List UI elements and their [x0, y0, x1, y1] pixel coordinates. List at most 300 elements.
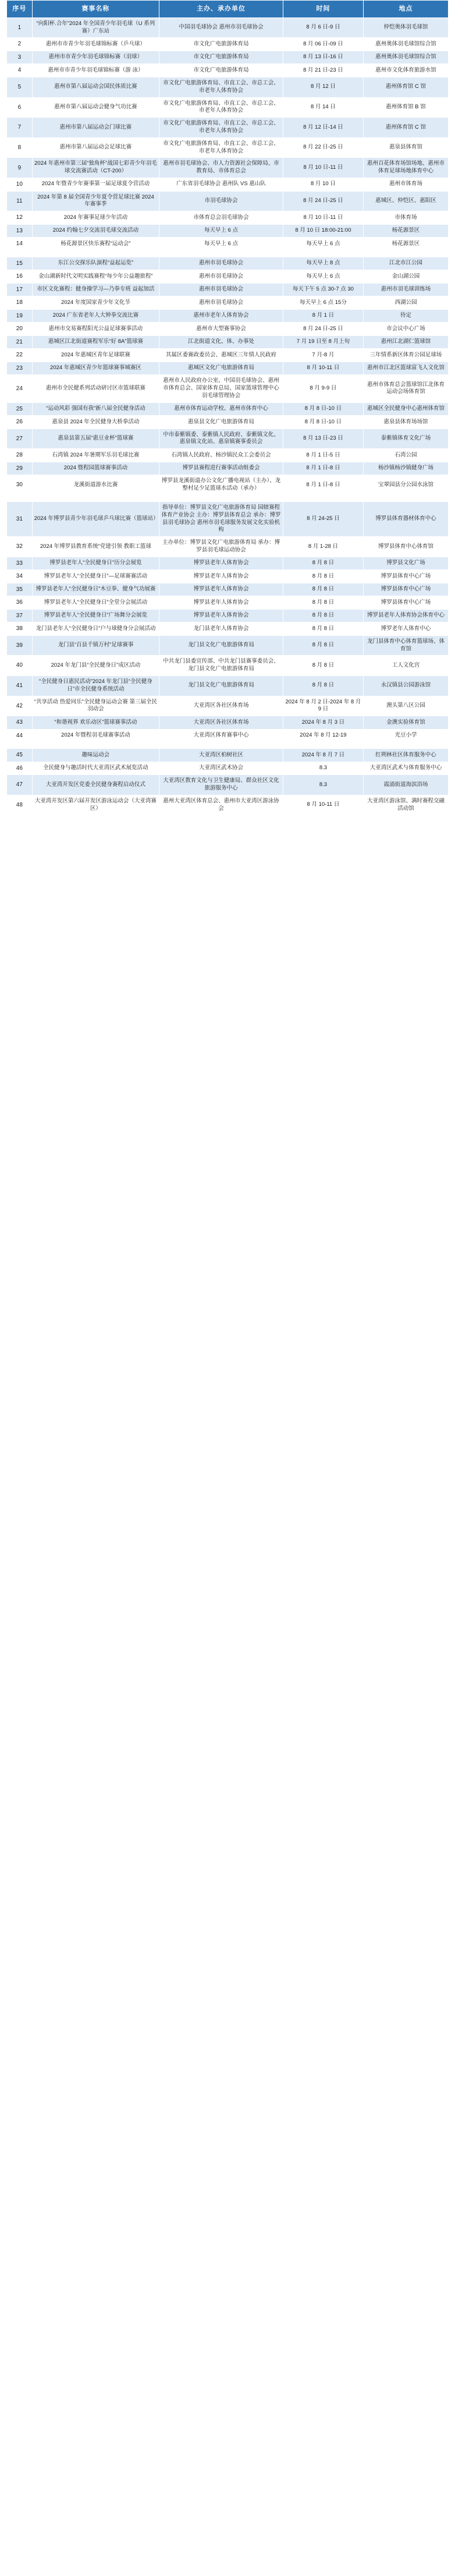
- row-organizer: 市文化广电旅游体育局、市直工会、市总工会、市老年人体育协会: [159, 77, 283, 97]
- row-organizer: 博罗县老年人体育协会: [159, 596, 283, 610]
- row-organizer: 主办单位：博罗县文化广电旅游体育局 承办：博罗县羽毛球运动协会: [159, 537, 283, 557]
- row-time: 每天早上 6 点: [283, 270, 363, 284]
- row-index: 17: [7, 283, 33, 296]
- row-location: 惠州奥体羽毛球馆综合馆: [363, 51, 448, 64]
- row-event-name: “向阳杯.合年”2024 年全国青少年羽毛球（U 系列赛）广东站: [32, 17, 159, 38]
- table-row: [7, 775, 449, 795]
- row-index: 39: [7, 635, 33, 656]
- row-location: 博罗县体育器材体育中心: [363, 501, 448, 536]
- table-row: [7, 609, 449, 622]
- row-location: 博罗县文化广场: [363, 557, 448, 570]
- row-index: 28: [7, 449, 33, 462]
- row-time: 8 月 1 日-5 日: [283, 449, 363, 462]
- row-time: 8 月 24-25 日: [283, 501, 363, 536]
- table-row: [7, 77, 449, 97]
- row-event-name: 全民健身与趣活时代大亚湾区武术展览活动: [32, 762, 159, 775]
- row-event-name: 市区文化赛程：健身操学习—乃拳专班 益起加活: [32, 283, 159, 296]
- table-row: [7, 158, 449, 178]
- row-organizer: 中共龙门县委宣传部、中共龙门县赛事委员会、龙门县文化广电旅游体育局: [159, 656, 283, 676]
- row-organizer: 中市泰紫镇委、泰紫镇人民政府、泰紫镇文化、惠泉镇文化站、惠泉镇赛事委员会: [159, 429, 283, 449]
- row-organizer: 惠州市羽毛球协会: [159, 296, 283, 310]
- table-row: [7, 335, 449, 349]
- row-event-name: 2024 年惠州市第三届“独角杯”战国七彩青少年羽毛球交流赛活动（CT-200）: [32, 158, 159, 178]
- row-location: 江北市江公园: [363, 257, 448, 270]
- row-organizer: 惠州市羽毛球协会: [159, 283, 283, 296]
- row-time: 8 月 12 日-14 日: [283, 118, 363, 138]
- row-location: 仲恺奥体羽毛球馆: [363, 17, 448, 38]
- table-body-4: [7, 749, 449, 815]
- row-organizer: 大亚湾区武术协会: [159, 762, 283, 775]
- table-row: [7, 362, 449, 375]
- row-index: 31: [7, 501, 33, 536]
- event-schedule-page: [0, 0, 455, 816]
- row-time: 8 月 10-11 日: [283, 362, 363, 375]
- row-location: 金澳实验体育馆: [363, 716, 448, 730]
- row-time: 8 月 8 日-10 日: [283, 416, 363, 429]
- row-time: 8 月 8 日: [283, 596, 363, 610]
- row-time: 8 月 1 日-8 日: [283, 462, 363, 475]
- row-time: 8 月 10 日: [283, 178, 363, 192]
- row-event-name: 博罗县老年人“全民健身日”—足球赛赛活动: [32, 570, 159, 583]
- row-location: 惠州体育馆 C 馆: [363, 118, 448, 138]
- table-row: [7, 462, 449, 475]
- row-time: 8 月 10-11 日: [283, 795, 363, 815]
- table-row: [7, 402, 449, 416]
- row-organizer: 惠城区文化广电旅游体育局: [159, 362, 283, 375]
- row-location: 博罗县体育中心广场: [363, 583, 448, 596]
- row-event-name: 惠州市市青少年羽毛球锦标赛（游 泳）: [32, 64, 159, 77]
- row-time: 2024 年 8 月 7 日: [283, 749, 363, 762]
- table-row: [7, 51, 449, 64]
- row-location: 惠城区、仲恺区、惠阳区: [363, 191, 448, 211]
- row-location: 市会议中心广场: [363, 323, 448, 336]
- row-organizer: 博罗县老年人体育协会: [159, 609, 283, 622]
- row-organizer: 市文化广电旅游体育局: [159, 64, 283, 77]
- row-location: 宝翠园县分公园水泳馆: [363, 475, 448, 496]
- row-location: 惠州市羽毛球训练场: [363, 283, 448, 296]
- row-time: 8 月 21 日-23 日: [283, 64, 363, 77]
- row-organizer: 市文化广电旅游体育局、市直工会、市总工会、市老年人体育协会: [159, 97, 283, 118]
- table-row: [7, 270, 449, 284]
- row-time: 8 月 8 日: [283, 676, 363, 696]
- row-event-name: “和谐视界 欢乐动区”篮球赛事活动: [32, 716, 159, 730]
- table-row: [7, 178, 449, 192]
- col-location: 地点: [363, 1, 448, 18]
- row-time: 2024 年 8 月 2 日-2024 年 8 月 9 日: [283, 696, 363, 716]
- events-table-block-1: [6, 0, 449, 251]
- table-row: [7, 375, 449, 402]
- row-index: 43: [7, 716, 33, 730]
- row-event-name: 2024 年暨程羽毛球赛事活动: [32, 729, 159, 742]
- table-row: [7, 429, 449, 449]
- row-time: 8 月 24 日-25 日: [283, 191, 363, 211]
- row-index: 15: [7, 257, 33, 270]
- row-time: 8 月 13 日-16 日: [283, 51, 363, 64]
- row-organizer: 惠州大亚湾区体育总会、惠州市大亚湾区游泳协会: [159, 795, 283, 815]
- row-event-name: 龙门县老年人“全民健身日”户与球健身分会展活动: [32, 622, 159, 636]
- row-location: 石湾公园: [363, 449, 448, 462]
- table-row: [7, 224, 449, 238]
- row-organizer: 每天早上 6 点: [159, 224, 283, 238]
- row-event-name: 杨花源景区快乐赛程“运动会”: [32, 238, 159, 251]
- row-index: 29: [7, 462, 33, 475]
- row-event-name: 金山湖新时代文明实践赛程“每少年公益趣旅程”: [32, 270, 159, 284]
- row-location: 泰紫镇体育文化广场: [363, 429, 448, 449]
- table-row: [7, 191, 449, 211]
- row-event-name: 惠泉县第五届“惠豆业杯”篮球赛: [32, 429, 159, 449]
- row-index: 26: [7, 416, 33, 429]
- table-row: [7, 309, 449, 323]
- row-event-name: 2024 广东省老年人大钟拳交流比赛: [32, 309, 159, 323]
- row-organizer: 大亚湾区教育文化与卫生健康局、群众社区文化旅游服务中心: [159, 775, 283, 795]
- row-event-name: 龙溪街道游水比赛: [32, 475, 159, 496]
- row-event-name: 博罗县老年人“全民健身日”历分会展览: [32, 557, 159, 570]
- row-location: 惠城区全民健身中心惠州体育馆: [363, 402, 448, 416]
- row-organizer: 惠州市大型赛事协会: [159, 323, 283, 336]
- row-location: 金山湖公园: [363, 270, 448, 284]
- row-organizer: 大亚湾区体育赛事中心: [159, 729, 283, 742]
- row-organizer: 指导单位：博罗县文化广电旅游体育局 园辖赛程体育产业协会 主办：博罗县体育总会 承办：博罗县羽毛球协会 惠州市羽毛球服务发展文化实验机构: [159, 501, 283, 536]
- row-organizer: 惠州市羽毛球协会: [159, 270, 283, 284]
- row-organizer: 惠州市羽毛球协会、市人力资源社会保障局、市教育局、市体育总会: [159, 158, 283, 178]
- row-index: 22: [7, 349, 33, 362]
- row-event-name: 龙门县“百县千镇万村”足球赛事: [32, 635, 159, 656]
- row-index: 46: [7, 762, 33, 775]
- row-event-name: 惠城区江北街道赛程军乐“好 8A”篮球赛: [32, 335, 159, 349]
- row-time: 8 月 6 日-9 日: [283, 17, 363, 38]
- row-event-name: 惠州市第八届运动会门球比赛: [32, 118, 159, 138]
- row-index: 23: [7, 362, 33, 375]
- table-row: [7, 283, 449, 296]
- col-time: 时间: [283, 1, 363, 18]
- row-organizer: 惠州市人民政府办公室、中国羽毛球协会、惠州市体育总会、国家体育总局、国家篮球管理中心羽毛球管理协会: [159, 375, 283, 402]
- table-body-2: [7, 257, 449, 495]
- row-event-name: 2024 年惠城区青年足球联赛: [32, 349, 159, 362]
- row-event-name: 2024 年龙门县“全民健身日”成区活动: [32, 656, 159, 676]
- table-row: [7, 137, 449, 158]
- row-event-name: 惠州市交易赛程阳光公益足球赛事活动: [32, 323, 159, 336]
- table-row: [7, 238, 449, 251]
- row-event-name: 惠泉县 2024 年全民健身大桥拳活动: [32, 416, 159, 429]
- row-index: 38: [7, 622, 33, 636]
- row-index: 3: [7, 51, 33, 64]
- row-index: 36: [7, 596, 33, 610]
- row-index: 6: [7, 97, 33, 118]
- row-index: 37: [7, 609, 33, 622]
- row-index: 21: [7, 335, 33, 349]
- table-row: [7, 257, 449, 270]
- row-time: 8 月 8 日: [283, 622, 363, 636]
- row-organizer: 博罗县龙溪街道办公文化广播电视站（主办）、龙整村足少足篮球水活动（承办）: [159, 475, 283, 496]
- events-table-block-3: [6, 501, 449, 742]
- row-time: 8 月 8 日: [283, 609, 363, 622]
- row-event-name: 2024 年博罗县教育系统“党建引领 教职工篮球: [32, 537, 159, 557]
- row-index: 7: [7, 118, 33, 138]
- table-row: [7, 762, 449, 775]
- row-organizer: 大亚湾区柏树社区: [159, 749, 283, 762]
- row-time: 8 月 12 日: [283, 77, 363, 97]
- row-index: 30: [7, 475, 33, 496]
- table-row: [7, 296, 449, 310]
- row-index: 19: [7, 309, 33, 323]
- row-time: 8 月 9-9 日: [283, 375, 363, 402]
- row-index: 32: [7, 537, 33, 557]
- row-location: 光豆小学: [363, 729, 448, 742]
- row-time: 8 月 24 日-25 日: [283, 323, 363, 336]
- row-organizer: 市文化广电旅游体育局: [159, 51, 283, 64]
- row-index: 13: [7, 224, 33, 238]
- row-location: 博罗县体育中心体育馆: [363, 537, 448, 557]
- row-location: 西湖公园: [363, 296, 448, 310]
- row-location: 博罗县体育中心广场: [363, 570, 448, 583]
- table-row: [7, 622, 449, 636]
- row-event-name: 惠州市市青少年羽毛球锦标赛（乒乓球）: [32, 38, 159, 51]
- row-time: 8 月 13 日-23 日: [283, 429, 363, 449]
- row-location: 霞涌街道海滨浴场: [363, 775, 448, 795]
- table-row: [7, 323, 449, 336]
- table-row: [7, 475, 449, 496]
- row-organizer: 市文化广电旅游体育局、市直工会、市总工会、市老年人体育协会: [159, 137, 283, 158]
- row-index: 4: [7, 64, 33, 77]
- row-organizer: 大亚湾区各社区体育场: [159, 696, 283, 716]
- row-time: 每天早上 6 点: [283, 238, 363, 251]
- row-time: 8 月 10 日-11 日: [283, 211, 363, 225]
- row-index: 18: [7, 296, 33, 310]
- row-index: 10: [7, 178, 33, 192]
- row-index: 11: [7, 191, 33, 211]
- row-location: 惠州奥体羽毛球馆综合馆: [363, 38, 448, 51]
- table-header-row: [7, 1, 449, 18]
- row-organizer: 广东省羽毛球协会 惠州队 VS 惠山队: [159, 178, 283, 192]
- row-time: 8.3: [283, 762, 363, 775]
- row-location: 惠州江北湖仁篮球馆: [363, 335, 448, 349]
- row-event-name: 惠州市第八届运动会国民体质比赛: [32, 77, 159, 97]
- table-row: [7, 716, 449, 730]
- row-event-name: 惠州市市青少年羽毛球锦标赛（羽球）: [32, 51, 159, 64]
- row-organizer: 市文化广电旅游体育局、市直工会、市总工会、市老年人体育协会: [159, 118, 283, 138]
- table-row: [7, 501, 449, 536]
- table-row: [7, 749, 449, 762]
- row-location: 惠州体育馆 C 馆: [363, 77, 448, 97]
- table-row: [7, 635, 449, 656]
- table-row: [7, 38, 449, 51]
- row-event-name: 趣味运动会: [32, 749, 159, 762]
- row-location: 永汉镇县公园游泳馆: [363, 676, 448, 696]
- row-index: 20: [7, 323, 33, 336]
- row-event-name: 2024 年赛事足球少年活动: [32, 211, 159, 225]
- row-location: 博罗县老年人体育协会体育中心: [363, 609, 448, 622]
- table-row: [7, 696, 449, 716]
- table-row: [7, 17, 449, 38]
- table-row: [7, 349, 449, 362]
- row-organizer: 其属区委赛政委员会、惠城区三年情人民政府: [159, 349, 283, 362]
- row-index: 33: [7, 557, 33, 570]
- row-location: 博罗县体育中心广场: [363, 596, 448, 610]
- row-time: 7 月-8 月: [283, 349, 363, 362]
- row-time: 8 月 1-28 日: [283, 537, 363, 557]
- row-organizer: 惠泉县文化广电旅游体育局: [159, 416, 283, 429]
- row-time: 每天下午 5 点 30-7 点 30: [283, 283, 363, 296]
- row-organizer: 中国羽毛球协会 惠州市羽毛球协会: [159, 17, 283, 38]
- table-row: [7, 570, 449, 583]
- row-location: 红朔林社区体育服务中心: [363, 749, 448, 762]
- table-row: [7, 97, 449, 118]
- row-time: 每天早上 8 点: [283, 257, 363, 270]
- row-organizer: 博罗县老年人体育协会: [159, 583, 283, 596]
- row-location: 龙门县体育中心体育篮球场、体育馆: [363, 635, 448, 656]
- row-index: 24: [7, 375, 33, 402]
- row-time: 8 月 22 日-25 日: [283, 137, 363, 158]
- row-index: 47: [7, 775, 33, 795]
- table-row: [7, 656, 449, 676]
- table-body-3: [7, 501, 449, 742]
- row-time: 8 月 8 日: [283, 656, 363, 676]
- row-location: 惠泉县体育场场馆: [363, 416, 448, 429]
- row-time: 8 月 06 日-09 日: [283, 38, 363, 51]
- row-location: 惠州市体育场: [363, 178, 448, 192]
- row-event-name: “全民健身日惠民活动”2024 年龙门县“全民健身日”市全民健身系统活动: [32, 676, 159, 696]
- events-table-block-4: [6, 748, 449, 815]
- row-time: 8 月 8 日: [283, 583, 363, 596]
- row-index: 34: [7, 570, 33, 583]
- row-time: 8 月 8 日: [283, 570, 363, 583]
- row-event-name: 2024 约翰七夕交流羽毛球交流活动: [32, 224, 159, 238]
- row-index: 45: [7, 749, 33, 762]
- row-time: 8 月 14 日: [283, 97, 363, 118]
- row-index: 35: [7, 583, 33, 596]
- row-index: 25: [7, 402, 33, 416]
- row-location: 大亚湾区游泳馆、满时赛程交融活动馆: [363, 795, 448, 815]
- table-row: [7, 676, 449, 696]
- row-index: 9: [7, 158, 33, 178]
- row-event-name: 惠州市全民健系列活动研讨区市篮球联赛: [32, 375, 159, 402]
- row-location: 待定: [363, 309, 448, 323]
- row-time: 每天早上 6 点 15分: [283, 296, 363, 310]
- row-organizer: 江北街道文化、体、办事处: [159, 335, 283, 349]
- row-location: 三年情系新区体育公园足球场: [363, 349, 448, 362]
- row-event-name: 博罗县老年人“全民健身日”广场舞分会展览: [32, 609, 159, 622]
- row-location: 工人文化宫: [363, 656, 448, 676]
- col-event-name: 赛事名称: [32, 1, 159, 18]
- row-event-name: 2024 年暨青少年赛事第一届足球夏令营活动: [32, 178, 159, 192]
- row-time: 8 月 8 日: [283, 635, 363, 656]
- row-organizer: 博罗县老年人体育协会: [159, 570, 283, 583]
- row-index: 8: [7, 137, 33, 158]
- events-table-block-2: [6, 257, 449, 496]
- row-time: 8 月 8 日-10 日: [283, 402, 363, 416]
- row-time: 8.3: [283, 775, 363, 795]
- row-event-name: 2024 暨程园篮球赛事活动: [32, 462, 159, 475]
- row-location: 杨花源景区: [363, 238, 448, 251]
- row-event-name: 大亚湾开发区第六届开发区游泳运动会（大亚湾赛区）: [32, 795, 159, 815]
- row-index: 1: [7, 17, 33, 38]
- table-row: [7, 596, 449, 610]
- row-organizer: 龙门县老年人体育协会: [159, 622, 283, 636]
- row-time: 8 月 10 日-11 日: [283, 158, 363, 178]
- row-index: 5: [7, 77, 33, 97]
- row-index: 40: [7, 656, 33, 676]
- row-location: 澳头第八区公园: [363, 696, 448, 716]
- row-organizer: 博罗县赛程进行赛事活动组委会: [159, 462, 283, 475]
- row-event-name: “共享活动 热爱同乐”全民健身运动会赛 第三届全民羽动会: [32, 696, 159, 716]
- col-organizer: 主办、承办单位: [159, 1, 283, 18]
- row-location: 惠州百花体育场馆场地、惠州市体育足球场地体育中心: [363, 158, 448, 178]
- row-index: 14: [7, 238, 33, 251]
- row-event-name: 东江公交探乐队演程“益起运览”: [32, 257, 159, 270]
- row-location: 惠州市体育总会篮球馆江北体育运动会场体育馆: [363, 375, 448, 402]
- row-event-name: 惠州市第八届运动会健身气功比赛: [32, 97, 159, 118]
- row-location: 市体育场: [363, 211, 448, 225]
- row-organizer: 龙门县文化广电旅游体育局: [159, 635, 283, 656]
- row-organizer: 大亚湾区各社区体育场: [159, 716, 283, 730]
- table-row: [7, 795, 449, 815]
- row-event-name: 2024 年博罗县青少年羽毛球乒乓球比赛（篮球站）: [32, 501, 159, 536]
- row-index: 42: [7, 696, 33, 716]
- row-location: 惠州体育馆 B 馆: [363, 97, 448, 118]
- row-location: 大亚湾区武术与体育服务中心: [363, 762, 448, 775]
- row-organizer: 市文化广电旅游体育局: [159, 38, 283, 51]
- row-organizer: 惠州市羽毛球协会: [159, 257, 283, 270]
- row-time: 2024 年 8 月 12-19: [283, 729, 363, 742]
- row-index: 41: [7, 676, 33, 696]
- row-index: 44: [7, 729, 33, 742]
- row-index: 2: [7, 38, 33, 51]
- row-organizer: 惠州市体育运动学校、惠州市体育中心: [159, 402, 283, 416]
- table-row: [7, 557, 449, 570]
- table-row: [7, 537, 449, 557]
- row-time: 8 月 1 日-8 日: [283, 475, 363, 496]
- row-time: 2024 年 8 月 3 日: [283, 716, 363, 730]
- row-location: 惠州市文化体育旅游水馆: [363, 64, 448, 77]
- row-time: 8 月 1 日: [283, 309, 363, 323]
- row-index: 48: [7, 795, 33, 815]
- row-index: 12: [7, 211, 33, 225]
- row-location: 惠州市江北区篮球富飞人文化馆: [363, 362, 448, 375]
- table-row: [7, 211, 449, 225]
- row-index: 16: [7, 270, 33, 284]
- row-time: 7 月 19 日至 8 月上旬: [283, 335, 363, 349]
- table-row: [7, 583, 449, 596]
- row-organizer: 惠州市老年人体育协会: [159, 309, 283, 323]
- row-time: 8 月 8 日: [283, 557, 363, 570]
- col-index: 序号: [7, 1, 33, 18]
- row-event-name: 石湾镇 2024 年暑期军乐羽毛球比赛: [32, 449, 159, 462]
- table-row: [7, 118, 449, 138]
- table-body-1: [7, 17, 449, 250]
- row-event-name: 2024 年第 8 届全国青少年夏令营足球比赛 2024 年赛事季: [32, 191, 159, 211]
- row-organizer: 每天早上 6 点: [159, 238, 283, 251]
- row-time: 8 月 10 日 18:00-21:00: [283, 224, 363, 238]
- row-event-name: 博罗县老年人“全民健身日”全堂分会展活动: [32, 596, 159, 610]
- row-location: 杨沙镇杨沙镇健身广场: [363, 462, 448, 475]
- row-event-name: 大亚湾开发区党委全民健身赛程启动仪式: [32, 775, 159, 795]
- row-organizer: 市羽毛球协会: [159, 191, 283, 211]
- row-event-name: 惠州市第八届运动会足球比赛: [32, 137, 159, 158]
- row-event-name: 2024 年惠城区青少年篮球赛事城赛区: [32, 362, 159, 375]
- row-organizer: 石湾镇人民政府、杨沙镇民众工会委员会: [159, 449, 283, 462]
- row-organizer: 市体育总会羽毛球协会: [159, 211, 283, 225]
- row-event-name: 博罗县老年人“全民健身日”木豆拳、健身气功展赛: [32, 583, 159, 596]
- table-row: [7, 64, 449, 77]
- row-location: 博罗老年人体育中心: [363, 622, 448, 636]
- row-location: 惠泉县体育馆: [363, 137, 448, 158]
- row-event-name: “运动风彩 强国有我”新八届全民健身活动: [32, 402, 159, 416]
- row-organizer: 龙门县文化广电旅游体育局: [159, 676, 283, 696]
- table-row: [7, 416, 449, 429]
- row-event-name: 2024 年度国家青少年文化节: [32, 296, 159, 310]
- table-row: [7, 449, 449, 462]
- table-row: [7, 729, 449, 742]
